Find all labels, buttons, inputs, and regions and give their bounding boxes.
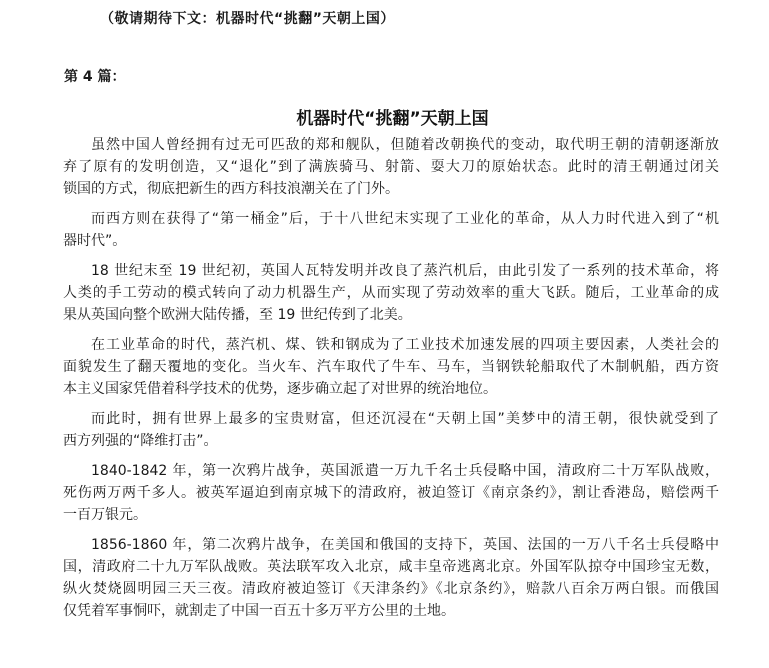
paragraph-line: 1856-1860 年，第二次鸦片战争，在美国和俄国的支持下，英国、法国的一万八千名士兵侵略中 — [91, 537, 719, 553]
paragraph-line: 国，清政府二十九万军队战败。英法联军攻入北京，咸丰皇帝逃离北京。外国军队掠夺中国珍宝无数， — [63, 559, 719, 575]
paragraph-line: 虽然中国人曾经拥有过无可匹敌的郑和舰队，但随着改朝换代的变动，取代明王朝的清朝逐渐放 — [91, 137, 719, 153]
article-title: 机器时代“挑翻”天朝上国 — [296, 109, 489, 129]
paragraph-line: 而此时，拥有世界上最多的宝贵财富，但还沉浸在“天朝上国”美梦中的清王朝，很快就受到了 — [91, 411, 719, 427]
paragraph-line: 人类的手工劳动的模式转向了动力机器生产，从而实现了劳动效率的重大飞跃。随后，工业革命的成 — [63, 285, 719, 301]
paragraph-line: 一百万银元。 — [63, 507, 147, 523]
paragraph-line: 1840-1842 年，第一次鸦片战争，英国派遣一万九千名士兵侵略中国，清政府二十万军队战败， — [91, 463, 719, 479]
article-body — [63, 134, 719, 630]
paragraph-line: 锁国的方式，彻底把新生的西方科技浪潮关在了门外。 — [63, 181, 399, 197]
paragraph-line: 果从英国向整个欧洲大陆传播，至 19 世纪传到了北美。 — [63, 307, 412, 323]
paragraph — [63, 260, 719, 326]
paragraph-line: 纵火焚烧圆明园三天三夜。清政府被迫签订《天津条约》《北京条约》，赔款八百余万两白银。而俄国 — [63, 581, 719, 597]
paragraph-line: 死伤两万两千多人。被英军逼迫到南京城下的清政府，被迫签订《南京条约》，割让香港岛，赔偿两千 — [63, 485, 719, 501]
paragraph — [63, 408, 719, 452]
next-article-teaser: （敬请期待下文：机器时代“挑翻”天朝上国） — [100, 11, 395, 27]
paragraph-line: 仅凭着军事恫吓，就割走了中国一百五十多万平方公里的土地。 — [63, 603, 455, 619]
paragraph — [63, 208, 719, 252]
paragraph-line: 西方列强的“降维打击”。 — [63, 433, 218, 449]
paragraph-line: 而西方则在获得了“第一桶金”后，于十八世纪末实现了工业化的革命，从人力时代进入到了“机 — [91, 211, 719, 227]
paragraph-line: 本主义国家凭借着科学技术的优势，逐步确立起了对世界的统治地位。 — [63, 381, 497, 397]
chapter-label: 第 4 篇： — [64, 69, 126, 85]
paragraph — [63, 334, 719, 400]
paragraph-line: 18 世纪末至 19 世纪初，英国人瓦特发明并改良了蒸汽机后，由此引发了一系列的技术革命，将 — [91, 263, 719, 279]
paragraph — [63, 460, 719, 526]
paragraph-line: 弃了原有的发明创造，又“退化”到了满族骑马、射箭、耍大刀的原始状态。此时的清王朝通过闭关 — [63, 159, 719, 175]
paragraph-line: 器时代”。 — [63, 233, 127, 249]
paragraph — [63, 134, 719, 200]
paragraph-line: 面貌发生了翻天覆地的变化。当火车、汽车取代了牛车、马车，当钢铁轮船取代了木制帆船，西方资 — [63, 359, 719, 375]
paragraph-line: 在工业革命的时代，蒸汽机、煤、铁和钢成为了工业技术加速发展的四项主要因素，人类社会的 — [91, 337, 719, 353]
paragraph — [63, 534, 719, 622]
